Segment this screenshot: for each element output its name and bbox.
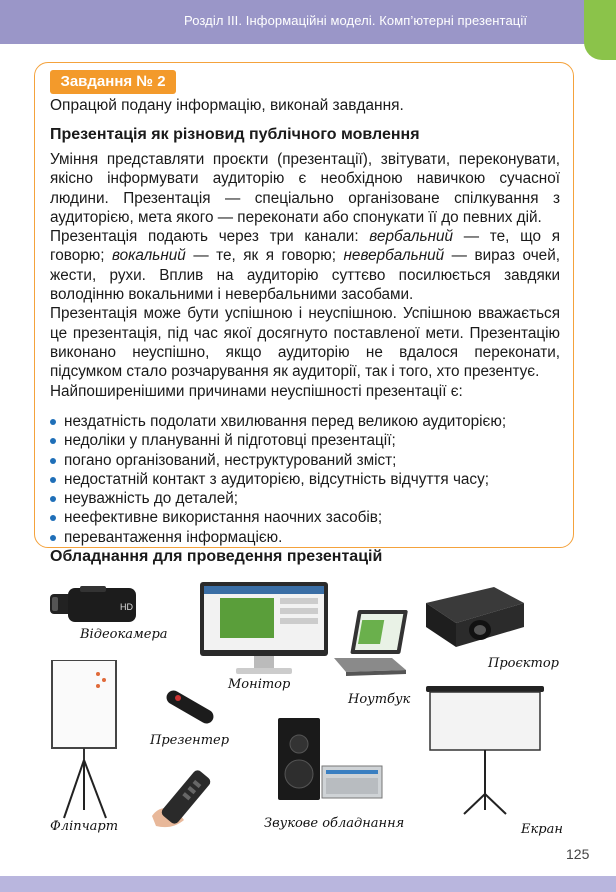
caption-laptop: Ноутбук <box>348 692 411 707</box>
projector-image <box>420 583 530 655</box>
list-item: неуважність до деталей; <box>50 489 570 508</box>
list-item: перевантаження інформацією. <box>50 528 570 547</box>
caption-presenter: Презентер <box>150 733 230 748</box>
list-item: нездатність подолати хвилювання перед великою аудиторією; <box>50 412 570 431</box>
camcorder-image <box>50 582 140 628</box>
flipchart-image <box>50 660 120 820</box>
reasons-list <box>50 412 570 547</box>
section-body <box>50 150 560 401</box>
list-item: недоліки у плануванні й підготовці презентації; <box>50 431 570 450</box>
caption-flipchart: Фліпчарт <box>50 819 119 834</box>
caption-camcorder: Відеокамера <box>80 627 168 642</box>
monitor-image <box>200 582 330 678</box>
screen-image <box>424 686 546 816</box>
remote-image <box>148 760 228 830</box>
list-item: погано організований, неструктурований зміст; <box>50 451 570 470</box>
task-label: Завдання № 2 <box>50 70 176 94</box>
term-verbal: вербальний <box>369 228 454 246</box>
presenter-image <box>160 686 220 730</box>
task-intro: Опрацюй подану інформацію, виконай завдання. <box>50 97 404 114</box>
caption-sound-equipment: Звукове обладнання <box>264 816 405 831</box>
laptop-image <box>330 610 410 680</box>
camcorder-brand: HD <box>120 602 133 612</box>
term-vocal: вокальний <box>111 247 186 265</box>
list-item: недостатній контакт з аудиторією, відсутність відчуття часу; <box>50 470 570 489</box>
chapter-header <box>0 0 616 44</box>
page-number: 125 <box>566 846 590 862</box>
list-item: неефективне використання наочних засобів; <box>50 508 570 527</box>
paragraph-4: Найпоширенішими причинами неуспішності презентації є: <box>50 382 463 400</box>
section-heading-equipment: Обладнання для проведення презентацій <box>50 548 383 565</box>
caption-monitor: Монітор <box>228 677 291 692</box>
section-heading-public-speaking: Презентація як різновид публічного мовлення <box>50 126 420 143</box>
paragraph-1: Уміння представляти проєкти (презентації), звітувати, переконувати, якісно інформувати аудиторію є необхідною навичкою сучасної людини. Презентація — спеціально організоване спілкування з аудиторією, мета якого — переконати або спонукати її до певних дій. <box>50 151 560 226</box>
paragraph-3: Презентація може бути успішною і неуспішною. Успішною вважається це презентація, під час якої досягнуто поставленої мети. Презентацію виконано неуспішно, якщо аудиторію не вдалося переконати, підсумком стало розчарування як аудиторії, так і того, хто презентує. <box>50 305 560 381</box>
chapter-title: Розділ ІІІ. Інформаційні моделі. Комп’ютерні презентації <box>184 13 528 28</box>
sound-equipment-image <box>274 716 386 802</box>
caption-screen: Екран <box>521 822 563 837</box>
paragraph-2: Презентація подають через три канали: вербальний — те, що я говорю; вокальний — те, як я говорю; невербальний — вираз очей, жести, рухи. Вплив на аудиторію суттєво посилюється завдяки володінню вокальними і невербальними засобами. <box>50 228 560 304</box>
chapter-tab <box>584 0 616 60</box>
page-footer <box>0 876 616 892</box>
caption-projector: Проєктор <box>488 656 560 671</box>
term-nonverbal: невербальний <box>343 247 445 265</box>
